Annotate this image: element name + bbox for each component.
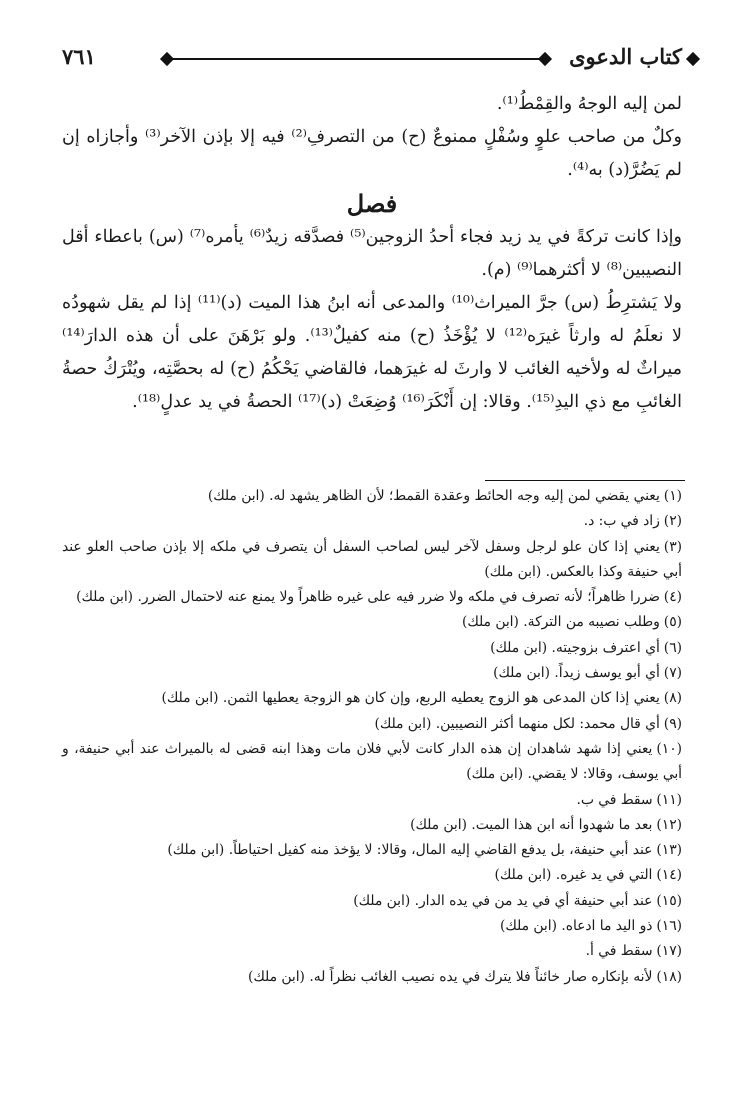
footnote-text: زاد في ب: د. xyxy=(583,513,660,530)
footnote-source: (ابن ملك) xyxy=(484,563,542,580)
footnote-text: وطلب نصيبه من التركة. xyxy=(523,614,660,631)
footnote-item xyxy=(62,509,682,534)
footnote-number: (٢) xyxy=(663,513,682,530)
footnote-item xyxy=(62,813,682,838)
footnote-number: (٦) xyxy=(663,639,682,656)
footnote-number: (١٤) xyxy=(656,867,682,884)
footnote-text: يعني إذا كان المدعى هو الزوج يعطيه الربع، وإن كان هو الزوجة يعطيها الثمن. xyxy=(222,690,660,707)
footnote-item xyxy=(62,939,682,964)
footnote-text: ضررا ظاهراً؛ لأنه تصرف في ملكه ولا ضرر فيه على غيره ظاهراً ولا يمنع عنه لاحتمال الضرر. xyxy=(137,589,660,606)
footnote-item xyxy=(62,788,682,813)
footnote-source: (ابن ملك) xyxy=(248,968,305,985)
footnote-number: (١٣) xyxy=(656,842,682,859)
footnote-source: (ابن ملك) xyxy=(161,690,219,707)
footnote-divider xyxy=(485,480,685,481)
footnote-number: (١٥) xyxy=(656,892,682,909)
footnote-item xyxy=(62,712,682,737)
footnote-source: (ابن ملك) xyxy=(490,639,548,656)
main-text xyxy=(62,88,682,419)
footnote-text: ذو اليد ما ادعاه. xyxy=(561,918,653,935)
footnote-number: (١٠) xyxy=(656,740,682,757)
footnote-text: أي اعترف بزوجيته. xyxy=(551,639,660,656)
footnote-number: (٣) xyxy=(663,538,682,555)
footnote-item xyxy=(62,914,682,939)
paragraph-3: وإذا كانت تركةً في يد زيد فجاء أحدُ الزوجين⁽⁵⁾ فصدَّقه زيدٌ⁽⁶⁾ يأمره⁽⁷⁾ (س) باعطاء أقل النصيبين⁽⁸⁾ لا أكثرهما⁽⁹⁾ (م). xyxy=(62,227,682,280)
paragraph-4: ولا يَشترِطُ (س) جرَّ الميراث⁽¹⁰⁾ والمدعى أنه ابنُ هذا الميت (د)⁽¹¹⁾ إذا لم يقل شهودُه لا نعلَمُ له وارثاً غيرَه⁽¹²⁾ لا يُؤْخَذُ (ح) منه كفيلٌ⁽¹³⁾. ولو بَرْهَنَ على أن هذه الدارَ⁽¹⁴⁾ ميراثٌ له ولأخيه الغائب لا وارثَ له غيرَهما، فالقاضي يَحْكُمُ (ح) له بحصَّتِه، ويُتْرَكُ حصةُ الغائبِ مع ذي اليدِ⁽¹⁵⁾. وقالا: إن أَنْكَرَ⁽¹⁶⁾ وُضِعَتْ (د)⁽¹⁷⁾ الحصةُ في يد عدلٍ⁽¹⁸⁾. xyxy=(62,293,682,412)
footnote-number: (١) xyxy=(663,488,682,504)
diamond-ornament-icon xyxy=(160,52,174,66)
footnote-item xyxy=(62,965,682,990)
footnote-text: بعد ما شهدوا أنه ابن هذا الميت. xyxy=(471,816,653,833)
footnote-source: (ابن ملك) xyxy=(493,665,551,682)
footnote-item xyxy=(62,889,682,914)
diamond-ornament-icon xyxy=(686,52,700,66)
footnote-source: (ابن ملك) xyxy=(353,892,411,909)
footnote-text: عند أبي حنيفة أي في يد من في يده الدار. xyxy=(414,892,653,909)
paragraph-1: لمن إليه الوجهُ والقِمْطُ⁽¹⁾. xyxy=(496,94,682,114)
footnote-text: يعني إذا كان علو لرجل وسفل لآخر ليس لصاحب السفل أن يتصرف في ملكه إلا بإذن صاحب العلو عند أبي حنيفة وكذا بالعكس. xyxy=(62,538,682,580)
footnote-source: (ابن ملك) xyxy=(207,488,265,504)
footnote-source: (ابن ملك) xyxy=(167,842,225,859)
footnote-source: (ابن ملك) xyxy=(494,867,552,884)
footnote-source: (ابن ملك) xyxy=(76,589,134,606)
footnote-text: يعني إذا شهد شاهدان إن هذه الدار كانت لأبي فلان مات وهذا ابنه قضى له بالميراث عند أبي حنيفة، و أبي يوسف، وقالا: لا يقضي. xyxy=(62,740,682,783)
footnote-item xyxy=(62,737,682,788)
footnote-source: (ابن ملك) xyxy=(466,766,524,783)
footnote-source: (ابن ملك) xyxy=(461,614,519,631)
footnote-number: (٧) xyxy=(663,665,682,682)
header-rule xyxy=(172,58,542,60)
footnote-text: عند أبي حنيفة، بل يدفع القاضي إليه المال، وقالا: لا يؤخذ منه كفيل احتياطاً. xyxy=(228,842,653,859)
footnote-number: (١٨) xyxy=(656,968,682,985)
footnote-number: (١٧) xyxy=(656,943,682,960)
page-header xyxy=(62,44,682,80)
footnote-source: (ابن ملك) xyxy=(374,715,432,732)
footnote-number: (١١) xyxy=(656,791,682,808)
footnote-text: التي في يد غيره. xyxy=(555,867,653,884)
footnote-text: سقط في أ. xyxy=(585,943,653,960)
footnote-number: (٥) xyxy=(663,614,682,631)
footnote-text: أي أبو يوسف زيداً. xyxy=(554,665,660,682)
footnote-item xyxy=(62,484,682,509)
footnote-number: (١٦) xyxy=(656,918,682,935)
footnote-number: (٨) xyxy=(663,690,682,707)
footnote-source: (ابن ملك) xyxy=(410,816,467,833)
footnote-item xyxy=(62,661,682,686)
paragraph-2: وكلٌ من صاحب علوٍ وسُفْلٍ ممنوعٌ (ح) من التصرفِ⁽²⁾ فيه إلا بإذن الآخر⁽³⁾ وأجازاه إن لم يَضُرَّ(د) به⁽⁴⁾. xyxy=(62,127,682,180)
footnote-number: (١٢) xyxy=(656,816,682,833)
footnote-text: يعني يقضي لمن إليه وجه الحائط وعقدة القمط؛ لأن الظاهر يشهد له. xyxy=(269,488,660,504)
footnote-item xyxy=(62,535,682,586)
footnote-text: لأنه بإنكاره صار خائناً فلا يترك في يده نصيب الغائب نظراً له. xyxy=(309,968,653,985)
footnote-item xyxy=(62,863,682,888)
running-title: كتاب الدعوى xyxy=(569,44,682,69)
footnote-number: (٩) xyxy=(663,715,682,732)
footnote-item xyxy=(62,686,682,711)
footnote-source: (ابن ملك) xyxy=(500,918,557,935)
footnote-number: (٤) xyxy=(663,589,682,606)
footnote-item xyxy=(62,585,682,610)
footnote-item xyxy=(62,636,682,661)
footnotes xyxy=(62,484,682,990)
footnote-text: سقط في ب. xyxy=(576,791,653,808)
footnote-item xyxy=(62,610,682,635)
footnote-text: أي قال محمد: لكل منهما أكثر النصيبين. xyxy=(435,715,660,732)
footnote-item xyxy=(62,838,682,863)
section-heading: فصل xyxy=(346,189,398,218)
page-number: ٧٦١ xyxy=(62,44,96,69)
